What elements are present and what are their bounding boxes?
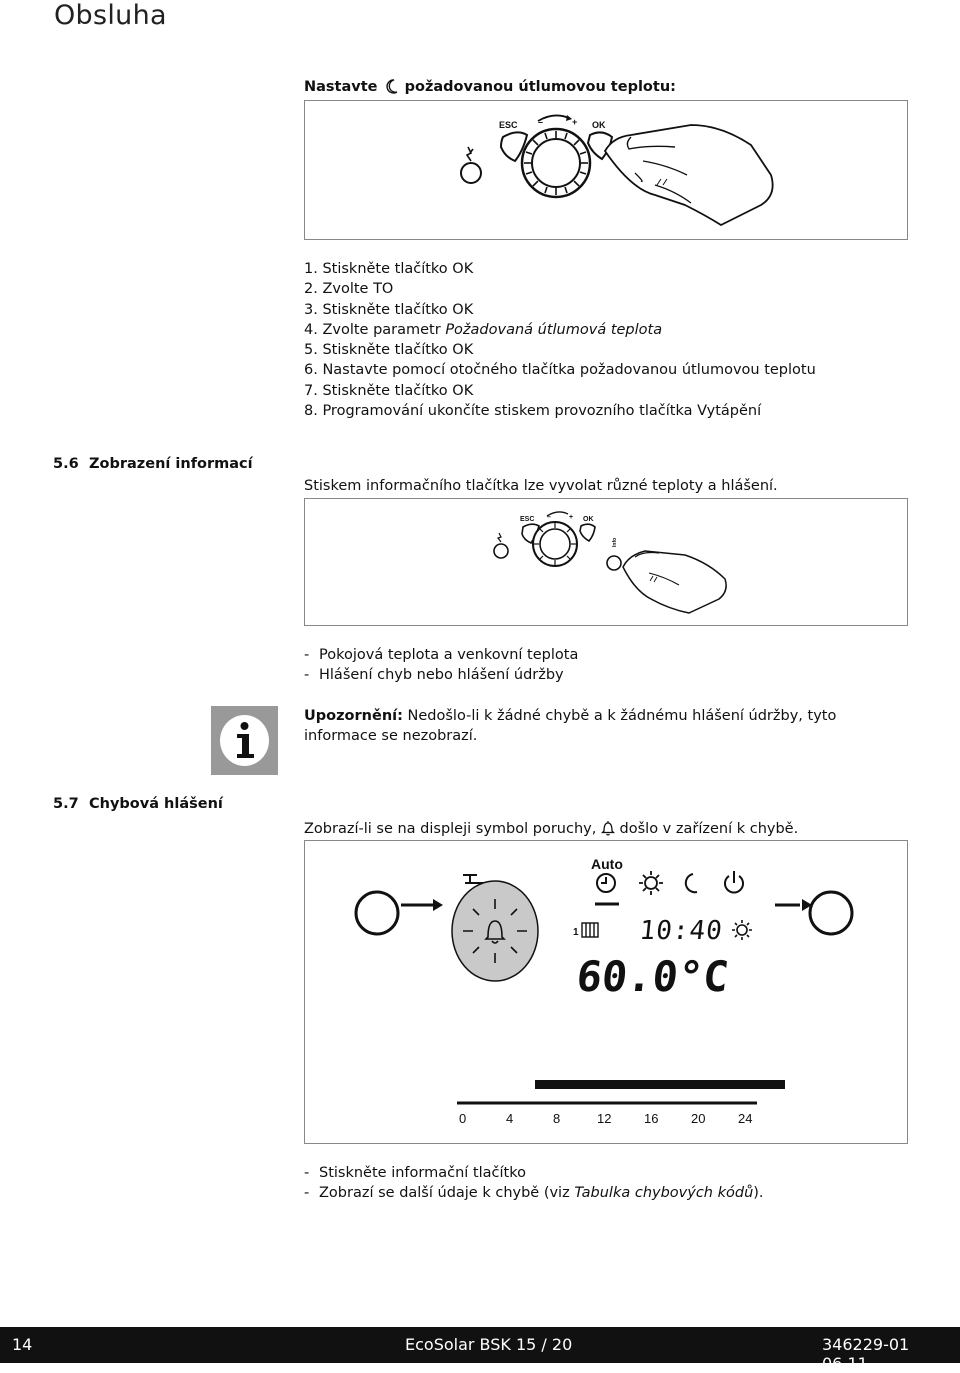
info-icon	[211, 706, 278, 775]
esc-label: ESC	[499, 120, 518, 130]
section-number: 5.6	[53, 456, 79, 472]
section-5-7-heading	[53, 796, 223, 812]
sun-icon	[639, 871, 663, 895]
step-item: 2. Zvolte TO	[304, 281, 394, 298]
display-illustration	[305, 841, 907, 1143]
setback-lead	[304, 79, 676, 95]
section-title: Zobrazení informací	[89, 456, 253, 472]
minus-label: –	[547, 514, 551, 521]
info-glyph	[220, 715, 269, 766]
controller-figure-2	[304, 498, 908, 626]
page-footer	[0, 1327, 960, 1373]
step-4-param: Požadovaná útlumová teplota	[445, 321, 663, 338]
product-name: EcoSolar BSK 15 / 20	[405, 1335, 573, 1354]
list-item: - Pokojová teplota a venkovní teplota	[304, 645, 578, 665]
left-knob	[356, 892, 398, 934]
list-item: - Stiskněte informační tlačítko	[304, 1163, 764, 1183]
display-figure	[304, 840, 908, 1144]
list-item: - Hlášení chyb nebo hlášení údržby	[304, 665, 578, 685]
bullet-end: ).	[753, 1185, 764, 1202]
scale-tick: 24	[738, 1111, 753, 1126]
note-paragraph	[304, 706, 904, 747]
section-5-7-intro	[304, 819, 798, 839]
step-item: 1. Stiskněte tlačítko OK	[304, 261, 474, 277]
list-item	[304, 1183, 764, 1203]
minus-label: –	[538, 117, 544, 127]
step-4-text: 4. Zvolte parametr	[304, 321, 441, 338]
bullet-italic: Tabulka chybových kódů	[574, 1185, 754, 1202]
clock-icon	[597, 874, 615, 892]
intro-before: Zobrazí-li se na displeji symbol poruchy,	[304, 821, 597, 837]
moon-icon	[385, 79, 398, 94]
circuit-number: 1	[573, 927, 579, 938]
info-button-illustration	[305, 499, 907, 625]
step-item: 3. Stiskněte tlačítko OK	[304, 301, 474, 318]
section-5-6-intro: Stiskem informačního tlačítka lze vyvolat různé teploty a hlášení.	[304, 478, 778, 494]
step-item: 6. Nastavte pomocí otočného tlačítka požadovanou útlumovou teplotu	[304, 362, 816, 379]
mode-label: Auto	[591, 856, 623, 872]
power-icon	[725, 871, 743, 892]
display-time: 10:40	[637, 916, 725, 946]
setback-steps	[304, 259, 816, 421]
esc-label: ESC	[520, 516, 535, 523]
document-code: 346229-01 06.11	[822, 1335, 910, 1373]
section-5-7-bullets	[304, 1163, 764, 1204]
step-item: 7. Stiskněte tlačítko OK	[304, 382, 474, 399]
scale-tick: 8	[553, 1111, 561, 1126]
setback-lead-before: Nastavte	[304, 79, 378, 95]
page-title: Obsluha	[54, 0, 167, 31]
info-button-label: Info	[612, 537, 618, 547]
note-label: Upozornění:	[304, 708, 403, 724]
radiator-icon	[582, 923, 598, 937]
display-temperature: 60.0°C	[574, 952, 732, 1001]
step-item: 8. Programování ukončíte stiskem provozního tlačítka Vytápění	[304, 403, 762, 420]
controller-figure-1	[304, 100, 908, 240]
controller-illustration	[305, 101, 907, 239]
step-item	[304, 320, 816, 340]
note-text: Nedošlo-li k žádné chybě a k žádnému hlášení údržby, tyto informace se nezobrazí.	[304, 708, 837, 745]
step-item: 5. Stiskněte tlačítko OK	[304, 342, 474, 359]
scale-tick: 20	[691, 1111, 706, 1126]
plus-label: +	[569, 514, 574, 521]
moon-icon	[686, 874, 697, 892]
bullet-text: Zobrazí se další údaje k chybě (viz	[319, 1185, 570, 1202]
time-program-bar	[535, 1080, 785, 1089]
scale-tick: 16	[644, 1111, 659, 1126]
plus-label: +	[572, 117, 578, 127]
ok-label: OK	[592, 120, 606, 130]
section-5-6-heading	[53, 456, 253, 472]
scale-tick: 0	[459, 1111, 467, 1126]
scale-tick: 4	[506, 1111, 514, 1126]
right-knob	[810, 892, 852, 934]
section-5-6-bullets	[304, 645, 578, 686]
ok-label: OK	[583, 516, 594, 523]
page-number: 14	[12, 1335, 33, 1354]
sun-icon	[732, 920, 752, 940]
bell-icon	[601, 820, 615, 836]
section-title: Chybová hlášení	[89, 796, 223, 812]
scale-tick: 12	[597, 1111, 612, 1126]
section-number: 5.7	[53, 796, 79, 812]
intro-after: došlo v zařízení k chybě.	[619, 821, 799, 837]
setback-lead-after: požadovanou útlumovou teplotu:	[404, 79, 676, 95]
